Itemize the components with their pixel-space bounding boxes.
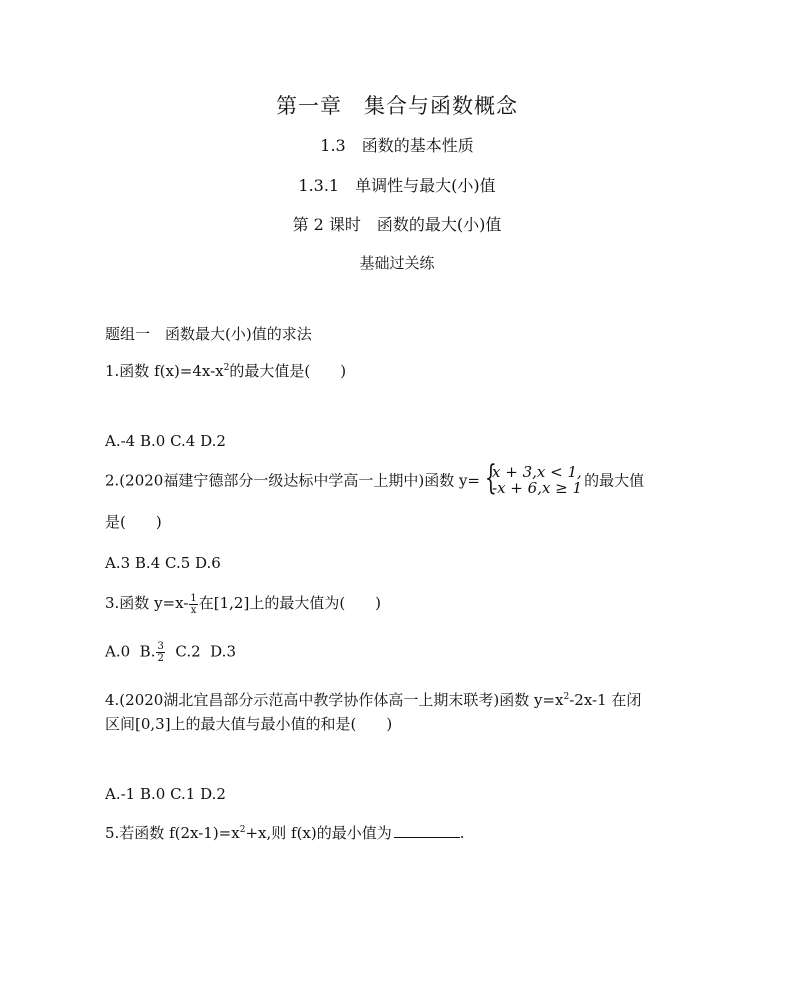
q3-fraction-numerator: 1: [190, 592, 197, 604]
section-title: 1.3 函数的基本性质: [320, 136, 474, 155]
left-brace-symbol: {: [484, 458, 497, 498]
q3-options-a: A.0 B.: [105, 642, 156, 661]
q2-text-a: 2.(2020福建宁德部分一级达标中学高一上期中)函数 y=: [105, 471, 481, 490]
q2-text-b: 的最大值: [584, 471, 645, 490]
question-4-stem-continued: 区间[0,3]上的最大值与最小值的和是( ): [105, 715, 393, 733]
question-5-stem: [105, 822, 465, 843]
q1-exponent: 2: [223, 363, 230, 373]
question-1-stem: [105, 360, 346, 381]
piece-row-2: -x + 6,x ≥ 1: [492, 479, 583, 497]
question-2-stem: [105, 458, 645, 498]
question-2-stem-continued: 是( ): [105, 513, 162, 531]
q5-text-c: .: [459, 824, 465, 842]
q4-text-a: 4.(2020湖北宜昌部分示范高中教学协作体高一上期末联考)函数 y=x: [105, 691, 564, 709]
subsection-title: 1.3.1 单调性与最大(小)值: [298, 176, 496, 195]
q5-exponent: 2: [239, 825, 246, 835]
piecewise-function: [482, 458, 583, 498]
q3-fraction: [189, 593, 197, 616]
q3-option-fraction-numerator: 3: [157, 641, 164, 652]
q3-text-a: 3.函数 y=x-: [105, 594, 189, 612]
q3-options-b: C.2 D.3: [165, 642, 236, 661]
q3-fraction-denominator: x: [190, 604, 197, 616]
question-1-options: A.-4 B.0 C.4 D.2: [105, 432, 226, 450]
question-3-options: [105, 641, 236, 664]
answer-blank[interactable]: [394, 823, 460, 838]
q1-text-b: 的最大值是( ): [229, 362, 347, 380]
q5-text-b: +x,则 f(x)的最小值为: [245, 824, 392, 842]
question-4-options: A.-1 B.0 C.1 D.2: [105, 785, 226, 803]
q1-text-a: 1.函数 f(x)=4x-x: [105, 362, 224, 380]
question-3-stem: [105, 592, 381, 616]
exercise-type-title: 基础过关练: [359, 254, 435, 272]
q3-text-b: 在[1,2]上的最大值为( ): [198, 594, 382, 612]
piece-row-1: x + 3,x < 1,: [492, 463, 582, 481]
q4-exponent: 2: [563, 692, 570, 702]
q3-option-fraction-denominator: 2: [157, 653, 164, 664]
q3-option-b-fraction: [156, 641, 164, 664]
question-2-options: A.3 B.4 C.5 D.6: [105, 554, 221, 572]
chapter-title: 第一章 集合与函数概念: [276, 94, 518, 118]
q5-text-a: 5.若函数 f(2x-1)=x: [105, 824, 240, 842]
question-4-stem: [105, 689, 641, 710]
lesson-title: 第 2 课时 函数的最大(小)值: [292, 215, 502, 234]
q4-text-b: -2x-1 在闭: [569, 691, 642, 709]
group-title: 题组一 函数最大(小)值的求法: [105, 325, 312, 343]
